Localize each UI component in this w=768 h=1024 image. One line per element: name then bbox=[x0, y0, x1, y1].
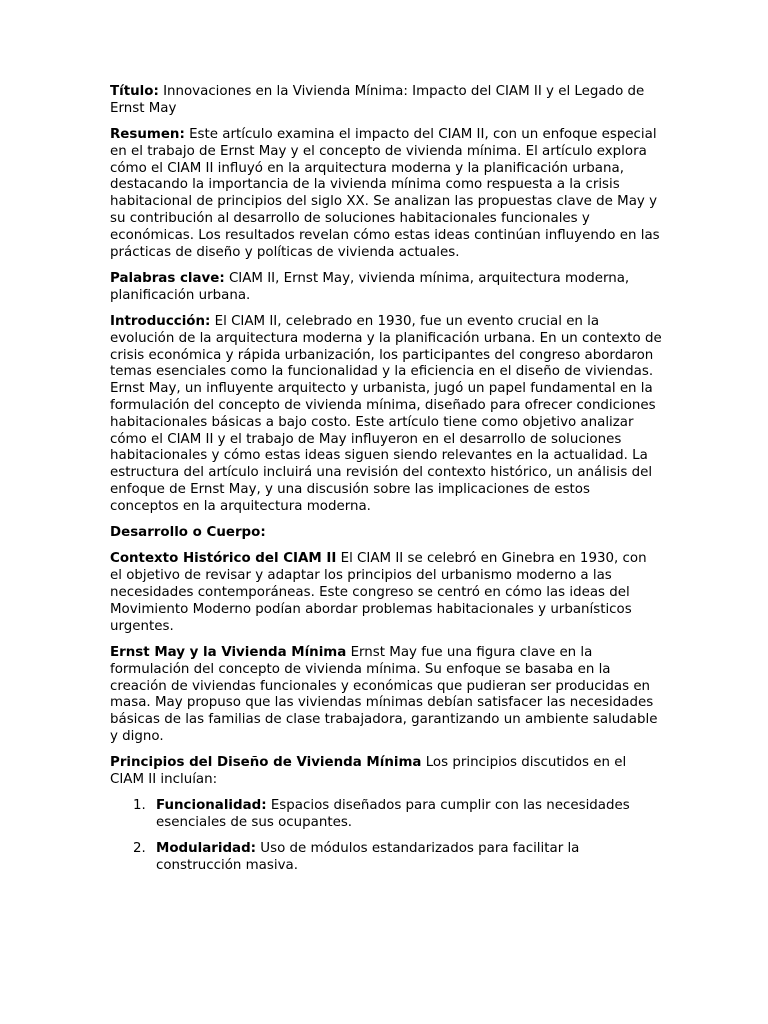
may-section-label: Ernst May y la Vivienda Mínima bbox=[110, 644, 347, 660]
list-item-text: Uso de módulos estandarizados para facilitar la construcción masiva. bbox=[156, 841, 580, 874]
document-page bbox=[110, 84, 662, 884]
introduction-label: Introducción: bbox=[110, 314, 211, 330]
historical-context-paragraph bbox=[110, 551, 662, 635]
list-item-label: Modularidad: bbox=[156, 841, 257, 857]
list-item-text: Espacios diseñados para cumplir con las necesidades esenciales de sus ocupantes. bbox=[156, 798, 630, 831]
abstract-text: Este artículo examina el impacto del CIAM II, con un enfoque especial en el trabajo de Ernst May y el concepto de vivienda mínima. El artículo explora cómo el CIAM II influyó en la arquitectura moderna y la planificación urbana, destacando la importancia de la vivienda mínima como respuesta a la crisis habitacional de principios del siglo XX. Se analizan las propuestas clave de May y su contribución al desarrollo de soluciones habitacionales funcionales y económicas. Los resultados revelan cómo estas ideas continúan influyendo en las prácticas de diseño y políticas de vivienda actuales. bbox=[110, 127, 660, 260]
may-section-text: Ernst May fue una figura clave en la formulación del concepto de vivienda mínima. Su enfoque se basaba en la creación de viviendas funcionales y económicas que pudieran ser producidas en masa. May propuso que las viviendas mínimas debían satisfacer las necesidades básicas de las familias de clase trabajadora, garantizando un ambiente saludable y digno. bbox=[110, 644, 658, 744]
list-item-label: Funcionalidad: bbox=[156, 798, 267, 814]
keywords-text: CIAM II, Ernst May, vivienda mínima, arquitectura moderna, planificación urbana. bbox=[110, 270, 630, 303]
principles-text: Los principios discutidos en el CIAM II incluían: bbox=[110, 755, 627, 787]
list-item-number: 2. bbox=[133, 841, 146, 857]
title-label: Título: bbox=[110, 84, 159, 99]
list-item-number: 1. bbox=[133, 798, 146, 814]
introduction-text: El CIAM II, celebrado en 1930, fue un evento crucial en la evolución de la arquitectura moderna y la planificación urbana. En un contexto de crisis económica y rápida urbanización, los participantes del congreso abordaron temas esenciales como la funcionalidad y la eficiencia en el diseño de viviendas. Ernst May, un influyente arquitecto y urbanista, jugó un papel fundamental en la formulación del concepto de vivienda mínima, diseñado para ofrecer condiciones habitacionales básicas a bajo costo. Este artículo tiene como objetivo analizar cómo el CIAM II y el trabajo de May influyeron en el desarrollo de soluciones habitacionales y cómo estas ideas siguen siendo relevantes en la actualidad. La estructura del artículo incluirá una revisión del contexto histórico, un análisis del enfoque de Ernst May, y una discusión sobre las implicaciones de estos conceptos en la arquitectura moderna. bbox=[110, 314, 662, 514]
historical-context-label: Contexto Histórico del CIAM II bbox=[110, 551, 337, 567]
keywords-paragraph bbox=[110, 271, 662, 305]
principles-paragraph bbox=[110, 755, 662, 789]
title-paragraph bbox=[110, 84, 662, 118]
abstract-label: Resumen: bbox=[110, 127, 185, 143]
may-section-paragraph bbox=[110, 645, 662, 746]
keywords-label: Palabras clave: bbox=[110, 270, 225, 286]
abstract-paragraph bbox=[110, 127, 662, 261]
list-item bbox=[110, 841, 662, 875]
introduction-paragraph bbox=[110, 314, 662, 516]
body-heading-label: Desarrollo o Cuerpo: bbox=[110, 525, 266, 541]
principles-label: Principios del Diseño de Vivienda Mínima bbox=[110, 755, 422, 771]
historical-context-text: El CIAM II se celebró en Ginebra en 1930, con el objetivo de revisar y adaptar los principios del urbanismo moderno a las necesidades contemporáneas. Este congreso se centró en cómo las ideas del Movimiento Moderno podían abordar problemas habitacionales y urbanísticos urgentes. bbox=[110, 551, 647, 634]
body-heading bbox=[110, 525, 662, 542]
principles-list bbox=[110, 798, 662, 875]
list-item bbox=[110, 798, 662, 832]
title-text: Innovaciones en la Vivienda Mínima: Impacto del CIAM II y el Legado de Ernst May bbox=[110, 84, 645, 116]
